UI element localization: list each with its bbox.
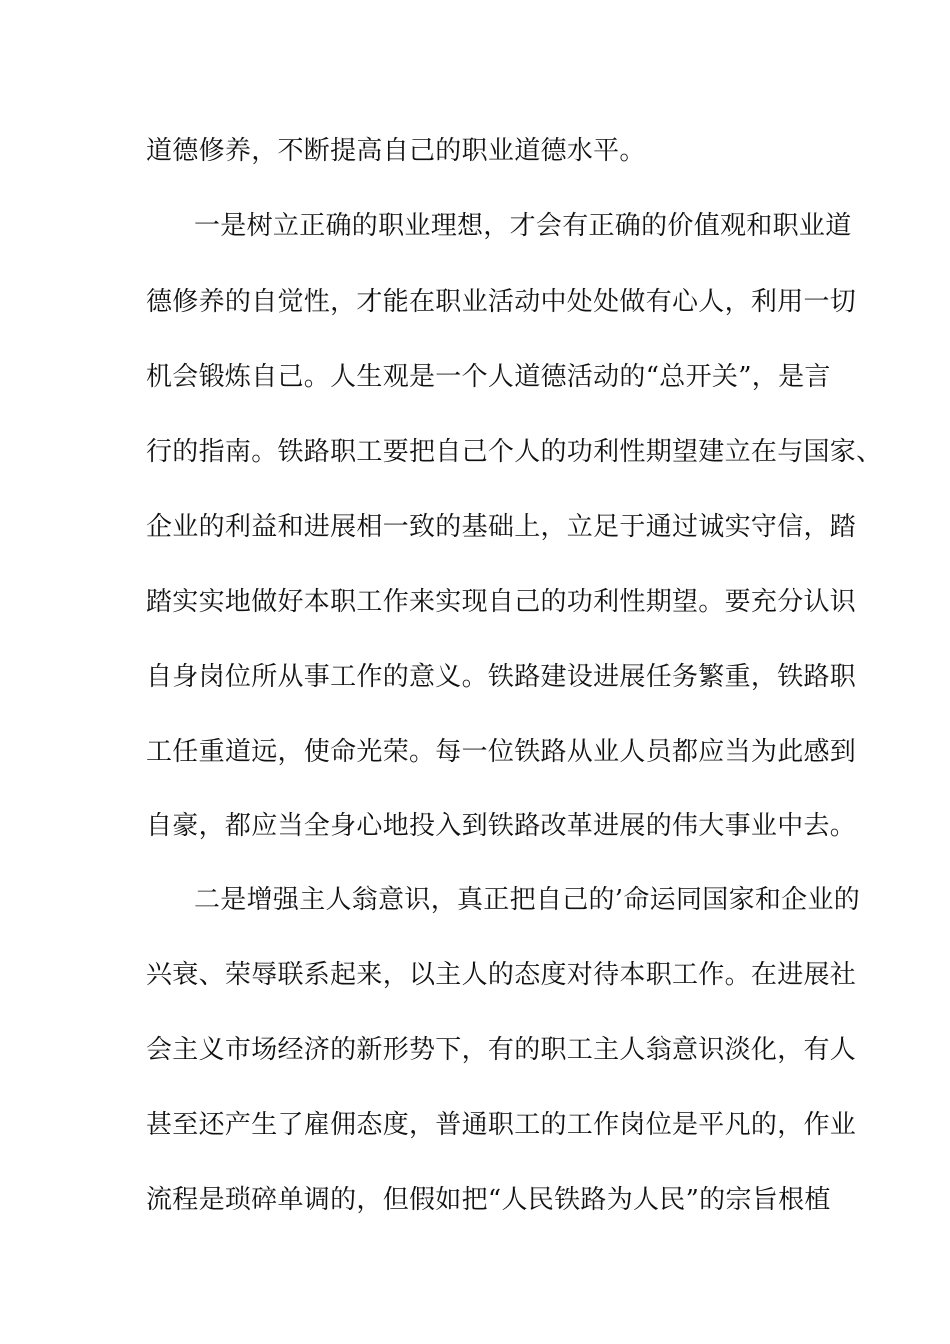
text-line: 自身岗位所从事工作的意义。铁路建设进展任务繁重，铁路职 bbox=[146, 662, 857, 692]
text-line: 会主义市场经济的新形势下，有的职工主人翁意识淡化，有人 bbox=[146, 1035, 857, 1065]
text-line: 工任重道远，使命光荣。每一位铁路从业人员都应当为此感到 bbox=[146, 737, 857, 767]
text-line: 企业的利益和进展相一致的基础上，立足于通过诚实守信，踏 bbox=[146, 512, 857, 542]
paragraph-start-line: 二是增强主人翁意识，真正把自己的’命运同国家和企业的 bbox=[194, 885, 861, 915]
paragraph-start-line: 一是树立正确的职业理想，才会有正确的价值观和职业道 bbox=[194, 211, 852, 241]
text-line: 兴衰、荣辱联系起来，以主人的态度对待本职工作。在进展社 bbox=[146, 960, 857, 990]
text-line: 德修养的自觉性，才能在职业活动中处处做有心人，利用一切 bbox=[146, 287, 857, 317]
text-line: 踏实实地做好本职工作来实现自己的功利性期望。要充分认识 bbox=[146, 587, 857, 617]
text-line: 行的指南。铁路职工要把自己个人的功利性期望建立在与国家、 bbox=[146, 437, 883, 467]
text-line: 机会锻炼自己。人生观是一个人道德活动的“总开关”，是言 bbox=[146, 362, 831, 392]
text-line: 流程是琐碎单调的，但假如把“人民铁路为人民”的宗旨根植 bbox=[146, 1185, 831, 1215]
text-line: 甚至还产生了雇佣态度，普通职工的工作岗位是平凡的，作业 bbox=[146, 1110, 857, 1140]
text-line: 自豪，都应当全身心地投入到铁路改革进展的伟大事业中去。 bbox=[146, 811, 857, 841]
text-line: 道德修养，不断提高自己的职业道德水平。 bbox=[146, 136, 646, 166]
